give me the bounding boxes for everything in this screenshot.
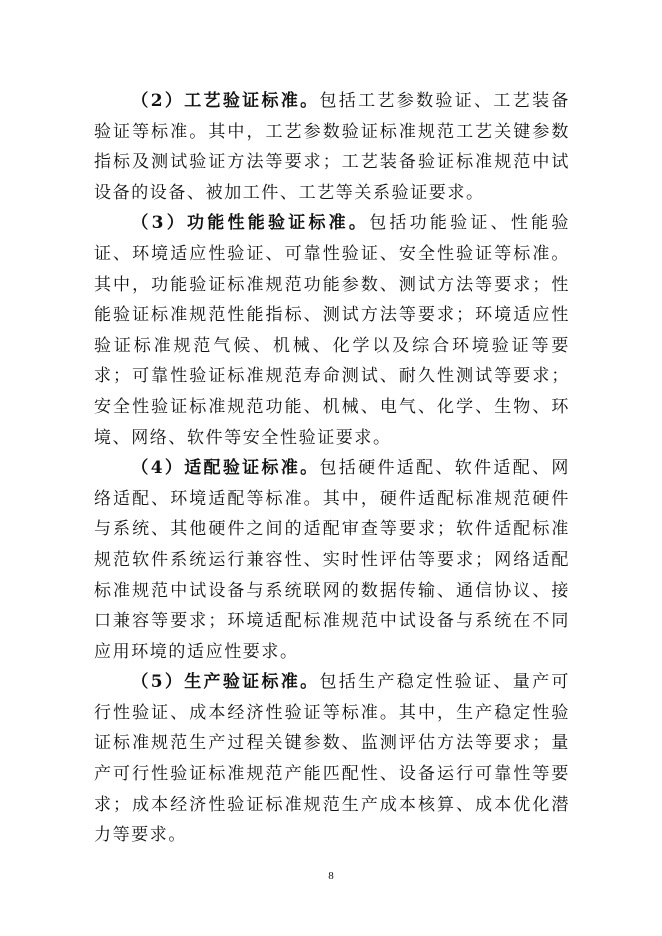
paragraph-heading: （4）适配验证标准。: [131, 458, 320, 479]
paragraph-text: 包括生产稳定性验证、量产可行性验证、成本经济性验证等标准。其中，生产稳定性验证标准规范生产过程关键参数、监测评估方法等要求；量产可行性验证标准规范产能匹配性、设备运行可靠性等要求；成本经济性验证标准规范生产成本核算、成本优化潜力等要求。: [94, 672, 570, 846]
document-body: [94, 86, 570, 851]
paragraph-adaptation-validation: [94, 453, 570, 667]
paragraph-text: 包括功能验证、性能验证、环境适应性验证、可靠性验证、安全性验证等标准。其中，功能验证标准规范功能参数、测试方法等要求；性能验证标准规范性能指标、测试方法等要求；环境适应性验证标准规范气候、机械、化学以及综合环境验证等要求；可靠性验证标准规范寿命测试、耐久性测试等要求；安全性验证标准规范功能、机械、电气、化学、生物、环境、网络、软件等安全性验证要求。: [94, 213, 571, 448]
paragraph-text: 包括工艺参数验证、工艺装备验证等标准。其中，工艺参数验证标准规范工艺关键参数指标及测试验证方法等要求；工艺装备验证标准规范中试设备的设备、被加工件、工艺等关系验证要求。: [94, 91, 570, 203]
paragraph-heading: （3）功能性能验证标准。: [131, 213, 370, 234]
paragraph-heading: （5）生产验证标准。: [131, 672, 320, 693]
paragraph-heading: （2）工艺验证标准。: [131, 91, 320, 111]
paragraph-process-validation: [94, 86, 570, 208]
paragraph-text: 包括硬件适配、软件适配、网络适配、环境适配等标准。其中，硬件适配标准规范硬件与系统、其他硬件之间的适配审查等要求；软件适配标准规范软件系统运行兼容性、实时性评估等要求；网络适配标准规范中试设备与系统联网的数据传输、通信协议、接口兼容等要求；环境适配标准规范中试设备与系统在不同应用环境的适应性要求。: [94, 458, 570, 662]
paragraph-production-validation: [94, 667, 570, 851]
page-number: 8: [328, 870, 334, 882]
paragraph-function-performance-validation: [94, 208, 570, 453]
